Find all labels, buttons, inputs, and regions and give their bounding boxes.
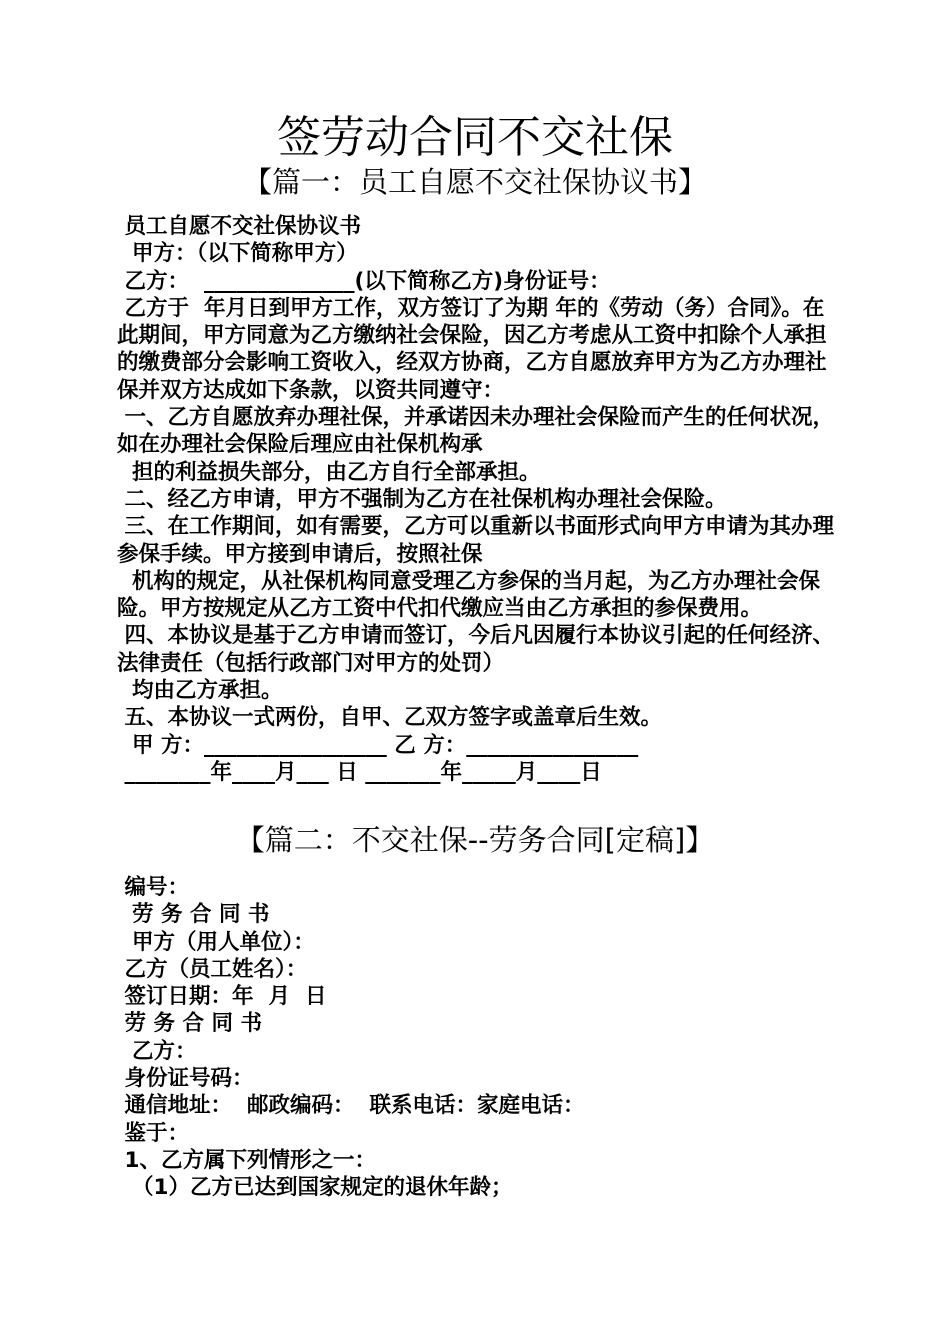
- party-b-field: 乙方：: [117, 1038, 197, 1064]
- contact-fields: 通信地址： 邮政编码： 联系电话：家庭电话：: [117, 1093, 585, 1119]
- contract-number: 编号：: [117, 875, 190, 900]
- employee-field: 乙方（员工姓名）：: [117, 956, 308, 982]
- clause-3-cont: 机构的规定，从社保机构同意受理乙方参保的当月起，为乙方办理社会保险。甲方按规定从乙方工资中代扣代缴应当由乙方承担的参保费用。: [117, 568, 820, 622]
- id-number-field: 身份证号码：: [117, 1066, 254, 1092]
- clause-1: 一、乙方自愿放弃办理社保，并承诺因未办理社会保险而产生的任何状况，如在办理社会保险后理应由社保机构承: [117, 405, 835, 458]
- preamble-paragraph: 乙方于 年月日到甲方工作，双方签订了为期 年的《劳动（务）合同》。在此期间，甲方同意为乙方缴纳社会保险，因乙方考虑从工资中扣除个人承担的缴费部分会影响工资收入，经双方协商，乙方自愿放弃甲方为乙方办理社保并双方达成如下条款，以资共同遵守：: [117, 295, 827, 403]
- clause-4: 四、本协议是基于乙方申请而签订，今后凡因履行本协议引起的任何经济、法律责任（包括行政部门对甲方的处罚）: [117, 623, 835, 676]
- clause-2: 二、经乙方申请，甲方不强制为乙方在社保机构办理社会保险。: [117, 486, 727, 512]
- party-a-line: 甲方：（以下简称甲方）: [117, 241, 358, 267]
- clause-4-cont: 均由乙方承担。: [117, 678, 283, 704]
- document-title: 签劳动合同不交社保: [277, 112, 673, 163]
- agreement-title: 员工自愿不交社保协议书: [117, 214, 362, 239]
- employer-field: 甲方（用人单位）：: [117, 929, 315, 955]
- section-1-body: [117, 213, 839, 786]
- section-heading-1: 【篇一：员工自愿不交社保协议书】: [242, 165, 707, 199]
- signature-line: 甲 方：_________________ 乙 方：________________: [117, 732, 639, 758]
- contract-heading: 劳 务 合 同 书: [117, 902, 270, 928]
- section-heading-2: 【篇二：不交社保--劳务合同[定稿]】: [235, 823, 715, 857]
- clause-3: 三、在工作期间，如有需要，乙方可以重新以书面形式向甲方申请为其办理参保手续。甲方接到申请后，按照社保: [117, 514, 835, 567]
- clause-1-cont: 担的利益损失部分，由乙方自行全部承担。: [117, 459, 541, 485]
- condition-1-item-1: （1）乙方已达到国家规定的退休年龄；: [117, 1175, 513, 1201]
- condition-1: 1、乙方属下列情形之一：: [117, 1147, 376, 1173]
- contract-heading-2: 劳 务 合 同 书: [117, 1011, 262, 1037]
- clause-5: 五、本协议一式两份，自甲、乙双方签字或盖章后生效。: [117, 705, 663, 731]
- whereas-label: 鉴于：: [117, 1120, 190, 1146]
- signing-date-field: 签订日期：年 月 日: [117, 984, 327, 1010]
- party-b-line: 乙方： ______________(以下简称乙方)身份证号：: [117, 268, 611, 294]
- date-line: ________年____月___ 日 _______年_____月____日: [117, 759, 602, 785]
- section-2-body: [117, 874, 839, 1202]
